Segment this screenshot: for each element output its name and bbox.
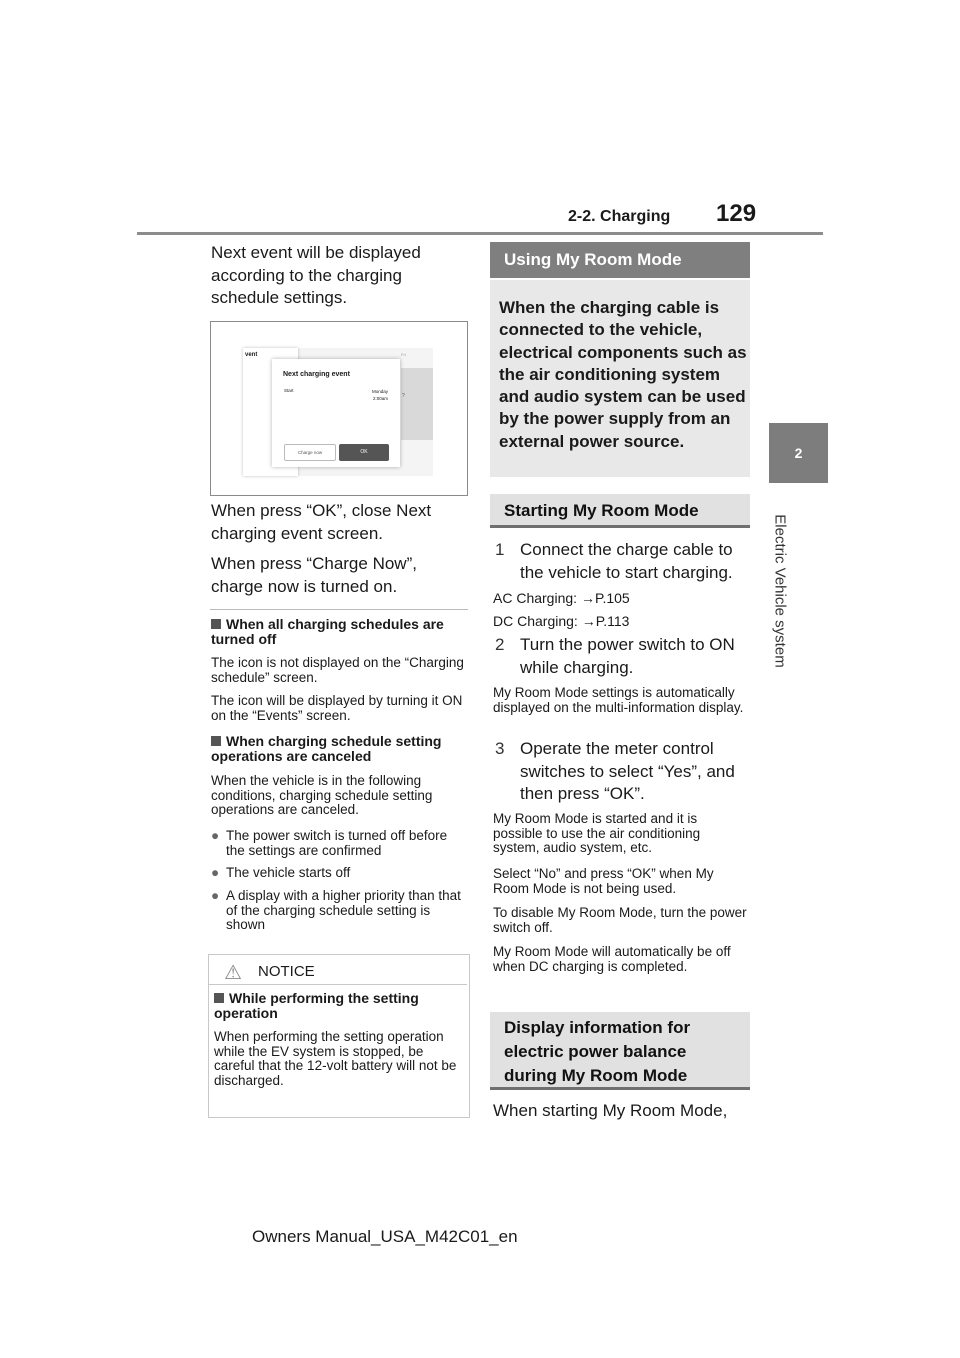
heading-starting-my-room-mode: Starting My Room Mode [490,494,750,528]
screenshot-ok-button: OK [339,444,389,461]
list-item: ● The vehicle starts off [211,865,351,880]
next-charging-event-screenshot [210,321,468,496]
bullet-dot-icon: ● [211,865,220,880]
square-bullet-icon [211,619,221,629]
note-started: My Room Mode is started and it is possible to use the air conditioning system, audio system, etc. [493,811,701,855]
charge-now-description: When press “Charge Now”, charge now is turned on. [211,554,417,596]
notice-subheading: While performing the setting operation [214,990,419,1021]
screenshot-start-label: Start [284,388,294,393]
step-2: 2 Turn the power switch to ON while charging. [495,635,735,677]
note-select-no: Select “No” and press “OK” when My Room Mode is not being used. [493,866,714,896]
chapter-tab-label-text: Electric Vehicle system [771,514,789,668]
note-step-2: My Room Mode settings is automatically displayed on the multi-information display. [493,685,744,715]
chapter-tab-number: 2 [769,423,828,483]
footer-manual-id: Owners Manual_USA_M42C01_en [252,1227,518,1246]
intro-paragraph: Next event will be displayed according to the charging schedule settings. [211,243,421,307]
chapter-tab-label [765,516,795,666]
paragraph-cancel-conditions: When the vehicle is in the following conditions, charging schedule setting operations are canceled. [211,773,433,817]
paragraph-icon-displayed: The icon will be displayed by turning it ON on the “Events” screen. [211,693,463,723]
step-3: 3 Operate the meter control switches to select “Yes”, and then press “OK”. [495,739,735,803]
screenshot-events-title: vent [245,352,258,358]
square-bullet-icon [214,993,224,1003]
notice-text: When performing the setting operation while the EV system is stopped, be careful that the 12-volt battery will not be discharged. [214,1029,457,1088]
paragraph-icon-not-displayed: The icon is not displayed on the “Charging schedule” screen. [211,655,464,685]
ok-description: When press “OK”, close Next charging event screen. [211,501,432,543]
screenshot-start-value [372,388,388,402]
bullet-dot-icon: ● [211,828,220,843]
screenshot-side-label: Fri [401,352,406,357]
page-number: 129 [716,200,757,227]
square-bullet-icon [211,736,221,746]
screenshot-time: 2:00am [373,396,389,401]
screenshot-day: Monday [372,389,389,394]
continuation-text: When starting My Room Mode, [493,1101,728,1120]
arrow-icon: → [581,613,596,629]
summary-text: When the charging cable is connected to the vehicle, electrical components such as the air conditioning system and audio system can be used by the power supply from an external power source. [499,298,747,451]
header-rule [137,232,823,235]
list-item: ● The power switch is turned off before the settings are confirmed [211,828,448,858]
screenshot-dialog-title: Next charging event [283,371,350,378]
section-title: 2-2. Charging [568,208,671,225]
screenshot-pointer: ? [402,393,405,399]
heading-using-my-room-mode: Using My Room Mode [490,242,750,278]
notice-title: ⚠ NOTICE [224,962,315,984]
note-auto-off: My Room Mode will automatically be off when DC charging is completed. [493,944,731,974]
list-item: ● A display with a higher priority than that of the charging schedule setting is shown [211,888,461,932]
reference-ac-charging: AC Charging: →P.105 [493,590,630,606]
screenshot-charge-now-button: Charge now [284,444,336,461]
heading-display-information: Display information for electric power balance during My Room Mode [490,1012,750,1090]
warning-icon: ⚠ [224,962,242,984]
subheading-operations-canceled: When charging schedule setting operations are canceled [211,733,442,764]
screenshot-side-column [401,368,433,440]
notice-rule [209,984,467,985]
note-disable: To disable My Room Mode, turn the power switch off. [493,905,747,935]
bullet-dot-icon: ● [211,888,220,903]
subheading-schedules-off: When all charging schedules are turned off [211,616,444,647]
reference-dc-charging: DC Charging: →P.113 [493,613,630,629]
section-divider [210,609,468,610]
step-1: 1 Connect the charge cable to the vehicle to start charging. [495,540,733,582]
arrow-icon: → [580,590,595,606]
